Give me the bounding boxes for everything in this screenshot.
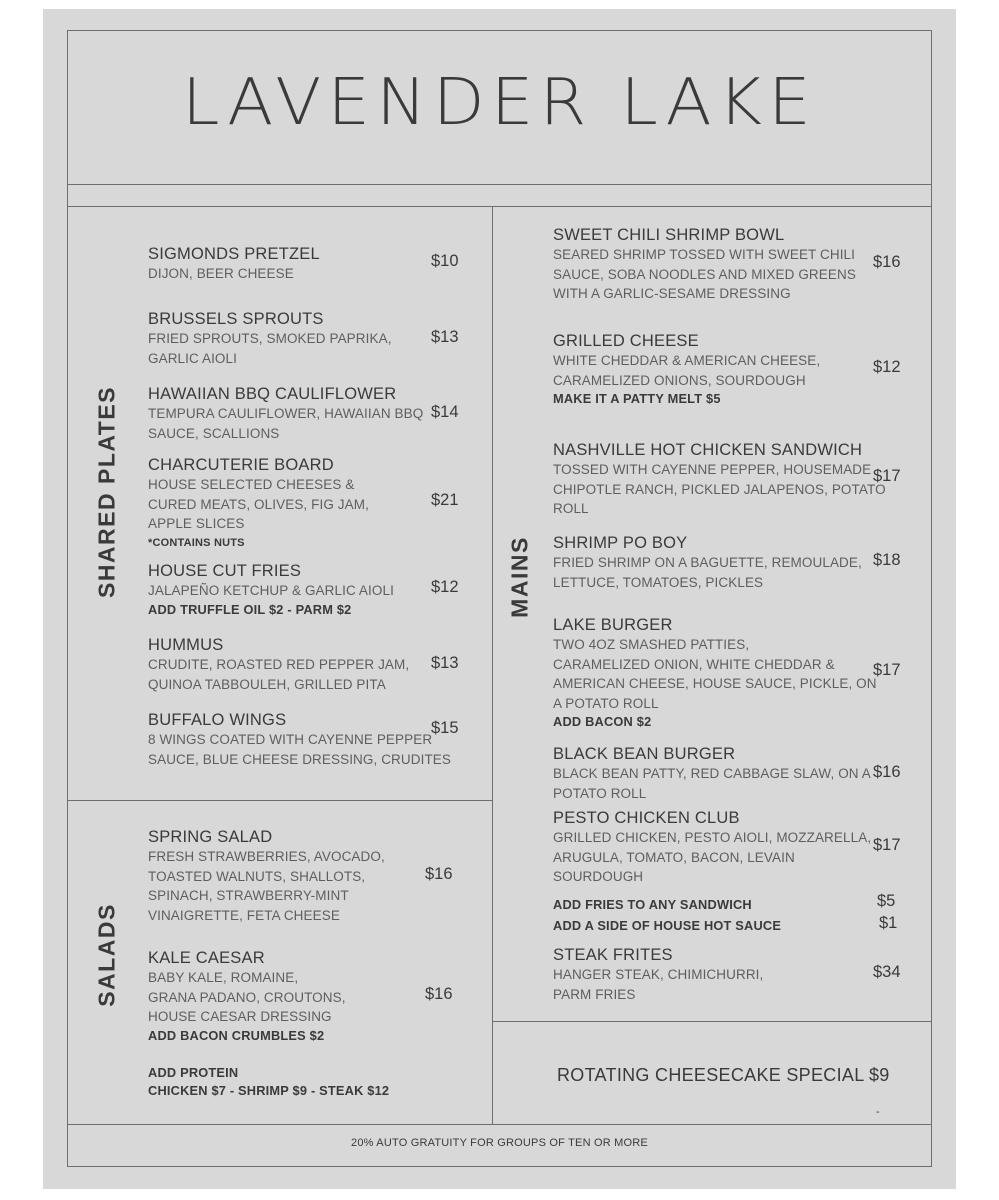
menu-item <box>148 455 369 552</box>
gratuity-footer: 20% AUTO GRATUITY FOR GROUPS OF TEN OR MORE <box>351 1137 648 1149</box>
special-label: ROTATING CHEESECAKE SPECIAL <box>557 1065 865 1085</box>
menu-item <box>553 533 862 592</box>
item-name: NASHVILLE HOT CHICKEN SANDWICH <box>553 441 863 459</box>
item-desc: TOASTED WALNUTS, SHALLOTS, <box>148 868 366 884</box>
item-name: HUMMUS <box>148 636 224 654</box>
menu-item <box>148 710 451 769</box>
item-desc: VINAIGRETTE, FETA CHEESE <box>148 907 340 923</box>
item-note: ADD BACON CRUMBLES $2 <box>148 1027 325 1043</box>
item-desc: SOURDOUGH <box>553 869 644 884</box>
section-label-mains: MAINS <box>506 536 533 618</box>
item-name: SPRING SALAD <box>148 828 273 846</box>
menu-item <box>553 744 871 803</box>
item-name: PESTO CHICKEN CLUB <box>553 809 740 827</box>
item-price: $16 <box>873 253 901 271</box>
add-protein <box>148 1064 389 1100</box>
item-desc: WHITE CHEDDAR & AMERICAN CHEESE, <box>553 353 821 368</box>
item-desc: POTATO ROLL <box>553 785 647 801</box>
menu-item <box>148 635 409 694</box>
column-divider <box>492 206 493 1124</box>
item-desc: JALAPEÑO KETCHUP & GARLIC AIOLI <box>148 583 394 598</box>
item-name: KALE CAESAR <box>148 949 265 967</box>
item-desc: PARM FRIES <box>553 986 636 1002</box>
item-note: ADD TRUFFLE OIL $2 - PARM $2 <box>148 601 352 617</box>
item-name: BRUSSELS SPROUTS <box>148 310 324 328</box>
footer-divider <box>67 1124 932 1125</box>
item-desc: APPLE SLICES <box>148 516 245 531</box>
item-desc: LETTUCE, TOMATOES, PICKLES <box>553 574 764 590</box>
item-price: $12 <box>873 358 901 376</box>
addon-price: $5 <box>877 892 896 910</box>
item-desc: A POTATO ROLL <box>553 695 659 711</box>
item-price: $15 <box>431 719 459 737</box>
item-desc: SAUCE, SCALLIONS <box>148 425 280 441</box>
menu-item <box>148 384 423 443</box>
item-desc: CRUDITE, ROASTED RED PEPPER JAM, <box>148 657 410 672</box>
item-desc: CHIPOTLE RANCH, PICKLED JALAPENOS, POTATO <box>553 481 886 497</box>
item-note: ADD BACON $2 <box>553 714 652 729</box>
item-price: $17 <box>873 467 901 485</box>
item-desc: TEMPURA CAULIFLOWER, HAWAIIAN BBQ <box>148 406 424 421</box>
item-price: $18 <box>873 551 901 569</box>
item-name: HOUSE CUT FRIES <box>148 562 302 580</box>
menu-item <box>553 440 886 519</box>
item-desc: TWO 4OZ SMASHED PATTIES, <box>553 637 750 652</box>
header-divider-top <box>67 184 932 185</box>
item-price: $14 <box>431 403 459 421</box>
item-desc: GRANA PADANO, CROUTONS, <box>148 989 346 1005</box>
menu-item <box>553 808 871 887</box>
shared-salads-divider <box>67 800 493 801</box>
item-desc: CARAMELIZED ONION, WHITE CHEDDAR & <box>553 656 835 672</box>
menu-item <box>148 948 346 1045</box>
menu-item <box>553 225 856 304</box>
special-dash: - <box>876 1106 880 1118</box>
item-price: $16 <box>873 763 901 781</box>
special-price: $9 <box>869 1065 890 1085</box>
addon <box>553 894 781 936</box>
item-desc: SPINACH, STRAWBERRY-MINT <box>148 888 349 903</box>
item-desc: HOUSE CAESAR DRESSING <box>148 1009 332 1024</box>
menu-item <box>148 309 392 368</box>
item-desc: GRILLED CHICKEN, PESTO AIOLI, MOZZARELLA, <box>553 830 872 845</box>
item-desc: CURED MEATS, OLIVES, FIG JAM, <box>148 496 369 512</box>
item-price: $34 <box>873 963 901 981</box>
item-price: $16 <box>425 865 453 883</box>
item-desc: SEARED SHRIMP TOSSED WITH SWEET CHILI <box>553 247 856 262</box>
item-price: $21 <box>431 491 459 509</box>
item-desc: ROLL <box>553 501 589 516</box>
item-price: $12 <box>431 578 459 596</box>
menu-item <box>553 945 763 1004</box>
item-name: BUFFALO WINGS <box>148 711 287 729</box>
item-desc: WITH A GARLIC-SESAME DRESSING <box>553 286 791 301</box>
item-desc: SAUCE, BLUE CHEESE DRESSING, CRUDITES <box>148 751 452 767</box>
item-name: SIGMONDS PRETZEL <box>148 245 320 263</box>
item-price: $17 <box>873 836 901 854</box>
item-name: BLACK BEAN BURGER <box>553 745 736 763</box>
addon-price: $1 <box>879 914 898 932</box>
item-name: CHARCUTERIE BOARD <box>148 456 334 474</box>
item-price: $17 <box>873 661 901 679</box>
add-protein-title: ADD PROTEIN <box>148 1065 239 1080</box>
menu-item <box>148 244 320 284</box>
header-divider-bottom <box>67 206 932 207</box>
item-desc: ARUGULA, TOMATO, BACON, LEVAIN <box>553 849 795 865</box>
item-desc: TOSSED WITH CAYENNE PEPPER, HOUSEMADE <box>553 462 872 477</box>
item-price: $13 <box>431 654 459 672</box>
item-name: STEAK FRITES <box>553 946 673 964</box>
section-label-shared-plates: SHARED PLATES <box>93 385 120 599</box>
item-name: SWEET CHILI SHRIMP BOWL <box>553 226 785 244</box>
item-desc: HOUSE SELECTED CHEESES & <box>148 477 355 492</box>
addon-label: ADD A SIDE OF HOUSE HOT SAUCE <box>553 918 782 933</box>
item-desc: BLACK BEAN PATTY, RED CABBAGE SLAW, ON A <box>553 766 871 781</box>
section-label-salads: SALADS <box>93 903 120 1007</box>
item-desc: FRIED SHRIMP ON A BAGUETTE, REMOULADE, <box>553 555 862 570</box>
item-name: LAKE BURGER <box>553 616 673 634</box>
menu-item <box>148 827 385 925</box>
item-desc: FRIED SPROUTS, SMOKED PAPRIKA, <box>148 331 392 346</box>
item-desc: 8 WINGS COATED WITH CAYENNE PEPPER <box>148 732 433 747</box>
item-desc: SAUCE, SOBA NOODLES AND MIXED GREENS <box>553 266 856 282</box>
item-desc: GARLIC AIOLI <box>148 350 237 366</box>
addon-label: ADD FRIES TO ANY SANDWICH <box>553 897 752 912</box>
item-note: MAKE IT A PATTY MELT $5 <box>553 391 721 406</box>
item-desc: HANGER STEAK, CHIMICHURRI, <box>553 967 764 982</box>
item-note: *CONTAINS NUTS <box>148 536 245 549</box>
item-desc: AMERICAN CHEESE, HOUSE SAUCE, PICKLE, ON <box>553 676 877 691</box>
add-protein-options: CHICKEN $7 - SHRIMP $9 - STEAK $12 <box>148 1083 390 1098</box>
item-desc: BABY KALE, ROMAINE, <box>148 970 299 985</box>
menu-item <box>148 561 394 619</box>
menu-item <box>553 331 820 408</box>
item-name: SHRIMP PO BOY <box>553 534 688 552</box>
restaurant-title: LAVENDER LAKE <box>182 66 817 140</box>
item-desc: DIJON, BEER CHEESE <box>148 266 294 281</box>
item-price: $13 <box>431 328 459 346</box>
item-desc: CARAMELIZED ONIONS, SOURDOUGH <box>553 372 806 388</box>
mains-special-divider <box>492 1021 932 1022</box>
item-price: $10 <box>431 252 459 270</box>
item-desc: QUINOA TABBOULEH, GRILLED PITA <box>148 676 386 692</box>
item-desc: FRESH STRAWBERRIES, AVOCADO, <box>148 849 385 864</box>
item-name: HAWAIIAN BBQ CAULIFLOWER <box>148 385 397 403</box>
item-price: $16 <box>425 985 453 1003</box>
item-name: GRILLED CHEESE <box>553 332 699 350</box>
menu-item <box>553 615 877 731</box>
